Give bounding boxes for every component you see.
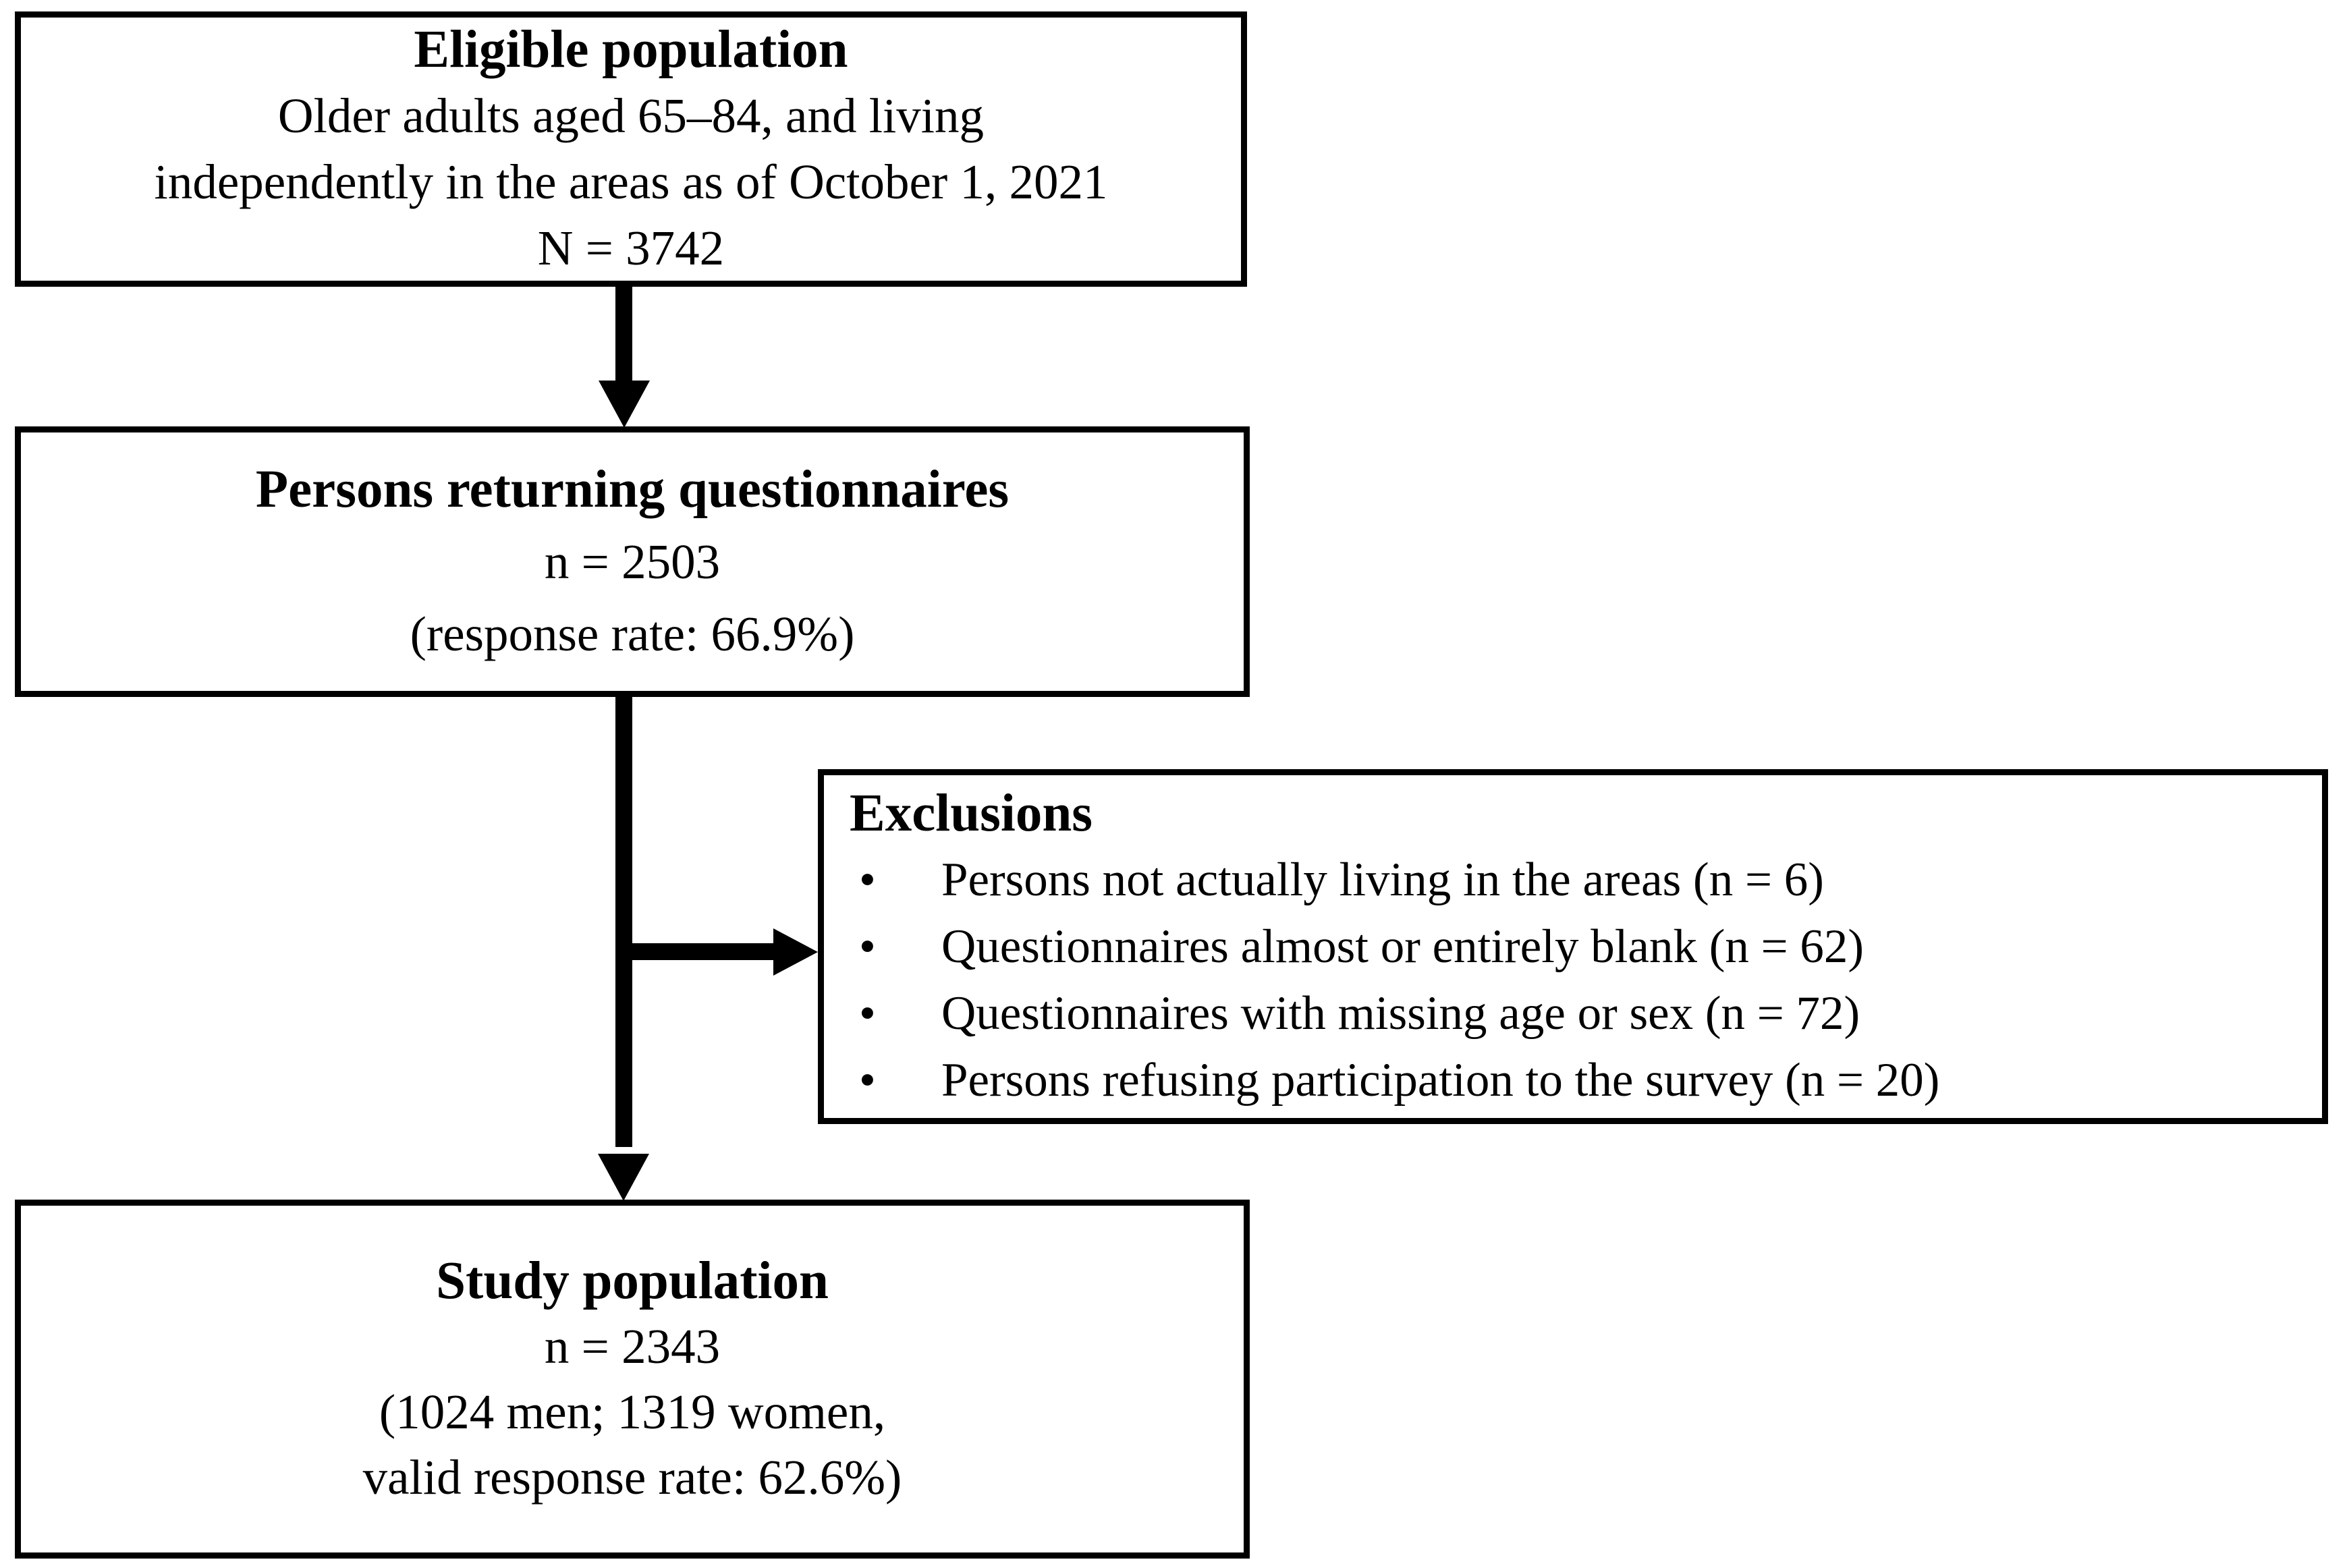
eligible-population-line-2: independently in the areas as of October 1, 2021 [154, 155, 1108, 209]
bullet-icon: • [859, 853, 876, 906]
exclusion-item [844, 1047, 2309, 1114]
exclusion-item [844, 847, 2309, 914]
exclusions-list [844, 847, 2309, 1114]
arrow-down-icon [599, 381, 650, 428]
exclusion-item-text: Questionnaires with missing age or sex (n = 72) [941, 986, 1860, 1040]
returning-questionnaires-title: Persons returning questionnaires [255, 460, 1010, 519]
study-population-valid-rate: valid response rate: 62.6%) [362, 1450, 902, 1505]
arrow-branch-to-exclusions-shaft [624, 943, 777, 960]
arrow-returning-to-study-shaft [615, 696, 632, 1147]
exclusions-box [818, 769, 2328, 1124]
study-population-sex-breakdown: (1024 men; 1319 women, [379, 1384, 886, 1439]
exclusion-item [844, 914, 2309, 980]
study-population-count: n = 2343 [544, 1319, 721, 1374]
bullet-icon: • [859, 986, 876, 1040]
arrow-down-icon [598, 1154, 649, 1201]
eligible-population-count: N = 3742 [537, 221, 725, 275]
exclusion-item-text: Questionnaires almost or entirely blank (n = 62) [941, 920, 1864, 973]
exclusion-item-text: Persons not actually living in the areas (n = 6) [941, 853, 1824, 906]
arrow-right-icon [773, 928, 818, 976]
bullet-icon: • [859, 1053, 876, 1107]
study-population-box [15, 1200, 1250, 1559]
returning-questionnaires-box [15, 426, 1250, 697]
arrow-eligible-to-returning-shaft [615, 286, 632, 385]
study-population-title: Study population [436, 1252, 829, 1310]
eligible-population-title: Eligible population [414, 20, 848, 79]
eligible-population-box [15, 11, 1247, 287]
bullet-icon: • [859, 920, 876, 973]
eligible-population-line-1: Older adults aged 65–84, and living [277, 88, 985, 143]
exclusions-title: Exclusions [850, 783, 1093, 843]
returning-questionnaires-rate: (response rate: 66.9%) [410, 607, 855, 661]
exclusion-item-text: Persons refusing participation to the survey (n = 20) [941, 1053, 1940, 1107]
exclusion-item [844, 980, 2309, 1047]
returning-questionnaires-count: n = 2503 [544, 534, 721, 589]
